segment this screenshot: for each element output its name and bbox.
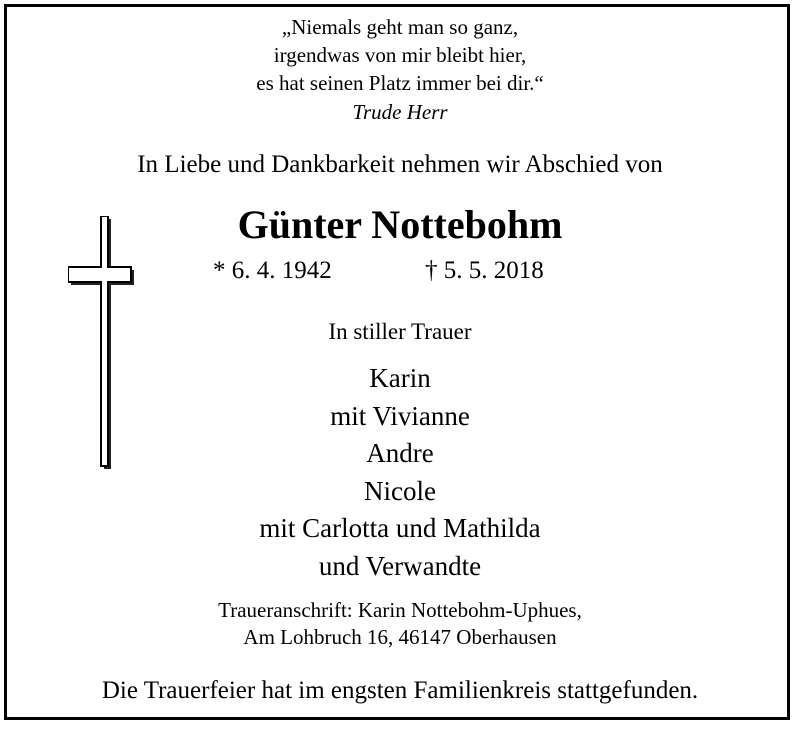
- family-member: Karin: [369, 363, 431, 393]
- family-member: mit Carlotta und Mathilda: [259, 513, 541, 543]
- family-member: und Verwandte: [318, 551, 482, 581]
- family-member: Nicole: [364, 476, 436, 506]
- birth-date: * 6. 4. 1942: [213, 257, 332, 284]
- death-date: † 5. 5. 2018: [425, 257, 544, 284]
- closing-text: Die Trauerfeier hat im engsten Familienkreis stattgefunden.: [101, 677, 699, 704]
- quote-line-3: es hat seinen Platz immer bei dir.“: [256, 71, 544, 95]
- quote-line-2: irgendwas von mir bleibt hier,: [273, 43, 527, 67]
- deceased-name: Günter Nottebohm: [237, 202, 563, 247]
- quote-author: Trude Herr: [352, 100, 448, 124]
- address-line-1: Traueranschrift: Karin Nottebohm-Uphues,: [218, 598, 582, 622]
- address-line-2: Am Lohbruch 16, 46147 Oberhausen: [243, 625, 557, 649]
- quote-line-1: „Niemals geht man so ganz,: [281, 15, 519, 39]
- family-member: mit Vivianne: [330, 401, 470, 431]
- mourning-heading: In stiller Trauer: [328, 319, 472, 344]
- cross-icon: [68, 216, 138, 472]
- intro-text: In Liebe und Dankbarkeit nehmen wir Abschied von: [137, 151, 663, 178]
- family-member: Andre: [366, 438, 434, 468]
